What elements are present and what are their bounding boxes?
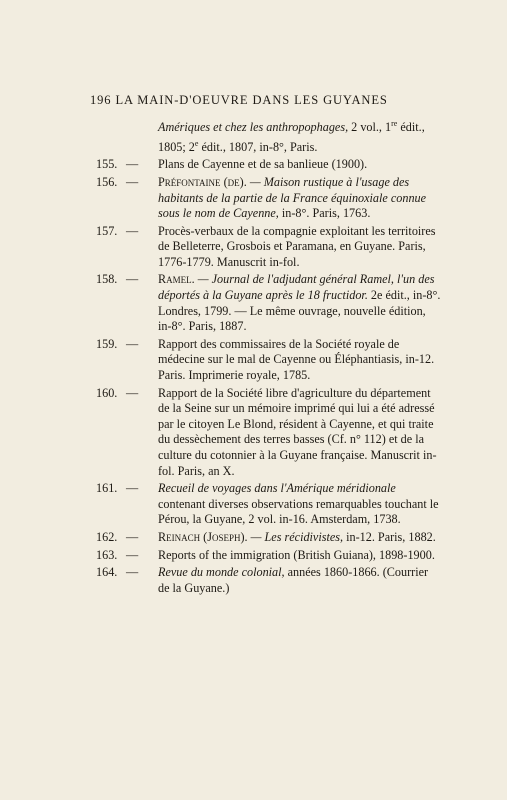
entry-number: 161. (96, 481, 118, 496)
entry-text: Procès-verbaux de la compagnie exploitant les territoires de Belleterre, Grosbois et Paramana, en Guyane. Paris, 1776-1779. Manuscrit in-fol. (158, 223, 436, 269)
entry-number: 155. (96, 157, 118, 172)
bibliography-entry: 164. — Revue du monde colonial, années 1860-1866. (Courrier de la Guyane.) (96, 565, 429, 595)
page-number: 196 (90, 93, 112, 107)
bibliography-entry: 163. — Reports of the immigration (British Guiana), 1898-1900. (0, 548, 442, 564)
entry-title: — Journal de l'adjudant général Ramel, l'un des déportés à la Guyane après le 18 fructidor. (158, 272, 435, 303)
entry-rest: contenant diverses observations remarquables touchant le Pérou, la Guyane, 2 vol. in-16. Amsterdam, 1738. (158, 496, 439, 527)
bibliography-continuation: Amériques et chez les anthropophages, 2 vol., 1re édit., 1805; 2e édit., 1807, in-8°, Paris. (158, 119, 425, 154)
entry-author: Reinach (Joseph). (158, 529, 248, 544)
entry-number: 159. (96, 336, 118, 351)
entry-number: 158. (96, 272, 118, 287)
entry-rest: in-8°. Paris, 1763. (278, 206, 371, 221)
entry-number: 156. (96, 174, 118, 189)
continuation-title: Amériques et chez les anthropophages, (158, 120, 349, 135)
entry-title: Recueil de voyages dans l'Amérique méridionale (158, 481, 396, 496)
entry-title: — Les récidivistes, (247, 529, 344, 544)
bibliography-entry: 155. — Plans de Cayenne et de sa banlieue (1900). (0, 157, 442, 173)
entry-rest: années 1860-1866. (Courrier de la Guyane.) (158, 565, 429, 595)
bibliography-list (0, 116, 507, 598)
bibliography-entry: 160. — Rapport de la Société libre d'agriculture du département de la Seine sur un mémoire imprimé qui lui a été adressé par le citoyen Le Blond, résident à Cayenne, et qui traite du dessèchement des terres basses (Cf. n° 112) et de la culture du cotonnier à la Guyane française. Manuscrit in-fol. Paris, an X. (0, 386, 442, 480)
entry-author: Ramel. (158, 272, 195, 287)
entry-text: Rapport de la Société libre d'agriculture du département de la Seine sur un mémoire imprimé qui lui a été adressé par le citoyen Le Blond, résident à Cayenne, et qui traite du dessèchement des terres basses (Cf. n° 112) et de la culture du cotonnier à la Guyane française. Manuscrit in-fol. Paris, an X. (158, 385, 437, 478)
bibliography-entry: 156. — Préfontaine (de). — Maison rustique à l'usage des habitants de la partie de la France équinoxiale connue sous le nom de Cayenne, in-8°. Paris, 1763. (96, 174, 427, 221)
entry-text: Reports of the immigration (British Guiana), 1898-1900. (158, 547, 435, 562)
running-title: LA MAIN-D'OEUVRE DANS LES GUYANES (115, 93, 388, 107)
entry-number: 157. (96, 223, 118, 238)
bibliography-entry: 158. — Ramel. — Journal de l'adjudant général Ramel, l'un des déportés à la Guyane après le 18 fructidor. 2e édit., in-8°. Londres, 1799. — Le même ouvrage, nouvelle édition, in-8°. Paris, 1887. (96, 272, 441, 334)
entry-title: — Maison rustique à l'usage des habitants de la partie de la France équinoxiale connue sous le nom de Cayenne, (158, 174, 427, 221)
entry-text: Plans de Cayenne et de sa banlieue (1900). (158, 157, 368, 172)
entry-rest: 2e édit., in-8°. Londres, 1799. — Le même ouvrage, nouvelle édition, in-8°. Paris, 1887. (158, 288, 441, 334)
entry-number: 163. (96, 547, 118, 562)
entry-title: Revue du monde colonial, (158, 565, 285, 580)
entry-text: Rapport des commissaires de la Société royale de médecine sur le mal de Cayenne ou Éléphantiasis, in-12. Paris. Imprimerie royale, 1785. (158, 336, 435, 383)
entry-number: 164. (96, 565, 118, 580)
running-header (90, 93, 490, 108)
entry-author: Préfontaine (de). (158, 174, 247, 189)
bibliography-entry: 157. — Procès-verbaux de la compagnie exploitant les territoires de Belleterre, Grosbois et Paramana, en Guyane. Paris, 1776-1779. Manuscrit in-fol. (0, 224, 442, 271)
bibliography-entry: 159. — Rapport des commissaires de la Société royale de médecine sur le mal de Cayenne ou Éléphantiasis, in-12. Paris. Imprimerie royale, 1785. (0, 337, 442, 384)
entry-rest: in-12. Paris, 1882. (343, 529, 436, 544)
bibliography-entry: 161. — Recueil de voyages dans l'Amérique méridionale contenant diverses observations remarquables touchant le Pérou, la Guyane, 2 vol. in-16. Amsterdam, 1738. (96, 481, 439, 527)
entry-number: 160. (96, 385, 118, 400)
entry-number: 162. (96, 529, 118, 544)
bibliography-entry: 162. — Reinach (Joseph). — Les récidivistes, in-12. Paris, 1882. (96, 529, 436, 544)
